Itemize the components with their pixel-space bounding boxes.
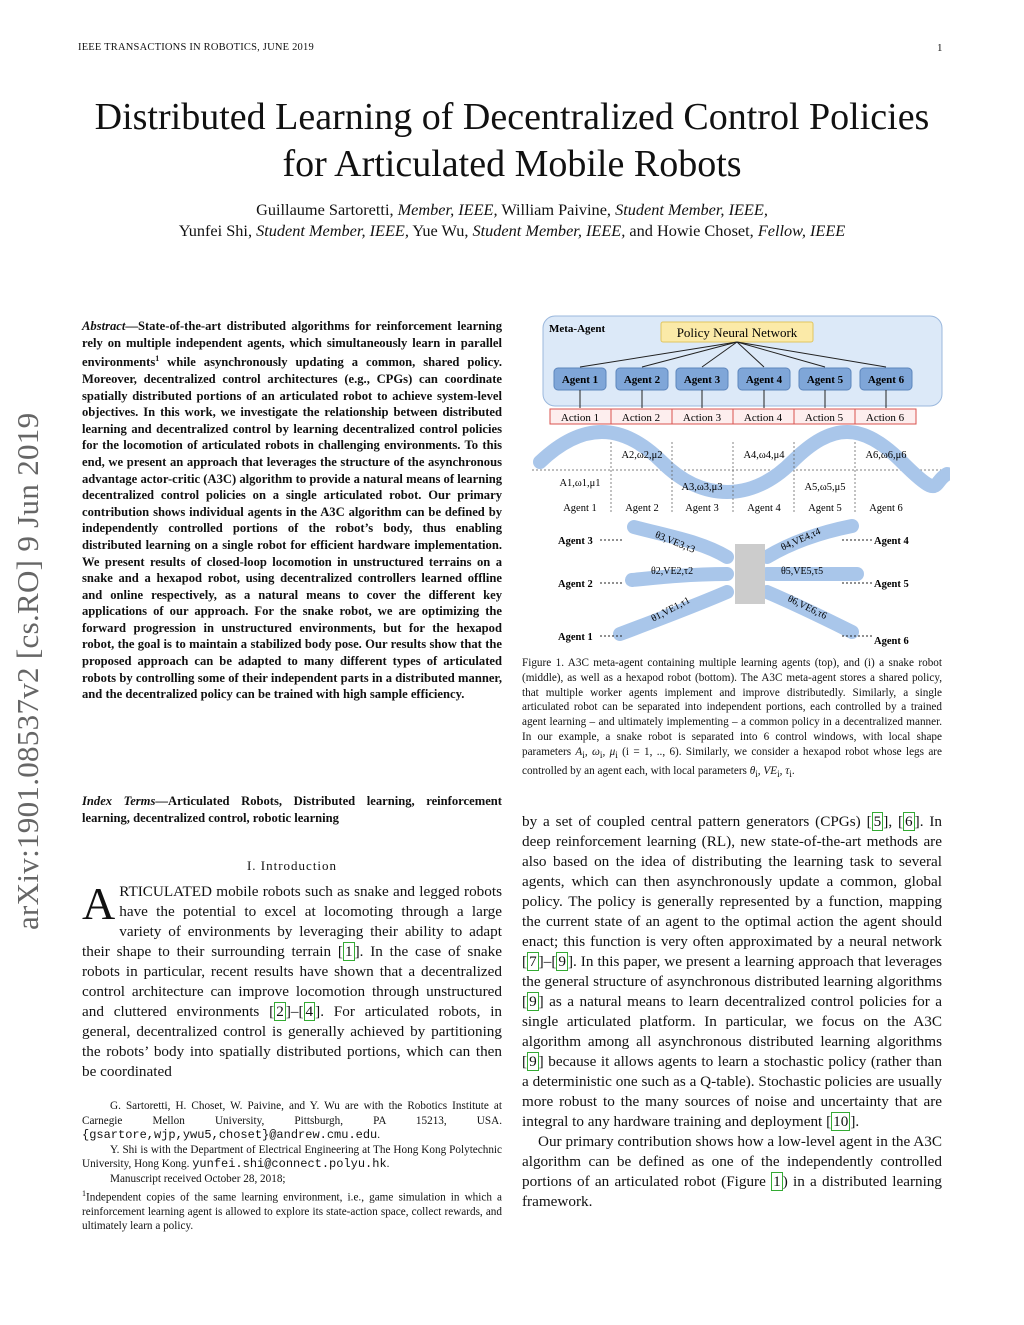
paragraph: by a set of coupled central pattern generators (CPGs) [ 5 ], [ 6 ]. In deep reinforcement learning (RL), new state-of-the-art methods are also based on the idea of distributing the learning task to several agents, which can then asynchronously update a common, global policy. The policy is generally represented by a function, mapping the current state of an agent to the optimal action the agent should enact; this function is very often approximated by a neural network [ 7 ]–[ 9 ]. In this paper, we present a learning approach that leverages the general structure of asynchronous distributed learning algorithms [ 9 ] as a natural means to learn decentralized control policies for a single articulated platform. In particular, we focus on the A3C algorithm among all asynchronous distributed learning algorithms [ 9 ] because it allows agents to learn a stochastic policy (rather than a deterministic one such as a Q-table). Stochastic policies are usually more robust to the many sources of noise and uncertainty that are integral to any hardware training and deployment [ 10 ]. <box>522 813 943 1130</box>
figure-1 <box>522 312 950 652</box>
arxiv-identifier: arXiv:1901.08537v2 [cs.RO] 9 Jun 2019 <box>10 412 45 930</box>
snake-agent-labels <box>563 503 903 514</box>
index-terms <box>82 793 502 826</box>
author-role: Student Member, IEEE, <box>256 221 409 240</box>
citation-link[interactable]: 6 <box>905 813 913 830</box>
math: i <box>789 770 792 781</box>
caption-text: (i = 1, .., 6). Similarly, we consider a hexapod robot whose legs are controlled by an agent each, with local parameters <box>522 745 942 777</box>
leg-param-label: θ3,VE3,τ3 <box>653 529 697 556</box>
citation-link[interactable]: 9 <box>529 993 537 1010</box>
abstract-label: Abstract <box>82 319 126 333</box>
leg-param-label: θ4,VE4,τ4 <box>779 526 823 554</box>
footnote-text: . <box>386 1158 390 1171</box>
right-column-text <box>522 812 942 1212</box>
action-label: Action 2 <box>621 412 661 424</box>
body-text: ) in a distributed learning framework. <box>522 1173 942 1210</box>
author-name: Guillaume Sartoretti, <box>256 200 398 219</box>
math: i <box>777 770 780 781</box>
math: i <box>755 770 758 781</box>
footnote-1 <box>82 1187 502 1235</box>
hexapod-agent-label: Agent 3 <box>558 536 593 547</box>
body-text: – <box>290 1003 299 1020</box>
citation-link[interactable]: 9 <box>558 953 566 970</box>
body-text: by a set of coupled central pattern generators (CPGs) <box>522 813 867 830</box>
snake-param-label: A5,ω5,μ5 <box>804 482 846 493</box>
snake-param-label: A4,ω4,μ4 <box>743 450 785 461</box>
snake-agent-label: Agent 6 <box>869 503 903 514</box>
citation-link[interactable]: 4 <box>305 1003 314 1020</box>
citation-link[interactable]: 1 <box>344 943 353 960</box>
math: , τ <box>779 764 790 777</box>
footnote-text: G. Sartoretti, H. Choset, W. Paivine, and Y. Wu are with the Robotics Institute at Carnegie Mellon University, Pittsburgh, PA 15213, USA. <box>82 1100 502 1127</box>
snake-agent-label: Agent 2 <box>625 503 659 514</box>
hexapod-agent-label: Agent 2 <box>558 579 593 590</box>
body-text: Our primary contribution shows how a low-level agent in the A3C algorithm can be defined as one of the independently controlled portions of an articulated robot (Figure <box>522 1133 942 1190</box>
citation-link[interactable]: 5 <box>873 813 882 830</box>
body-text: RTICULATED mobile robots such as snake and legged robots have the potential to excel at locomoting through a large variety of environments by leveraging their ability to adapt their shape to their surrounding terrain <box>82 883 502 960</box>
action-row <box>550 409 916 424</box>
snake-agent-label: Agent 1 <box>563 503 597 514</box>
action-label: Action 6 <box>865 412 905 424</box>
drop-cap: A <box>82 878 116 929</box>
footnote-mark: 1 <box>155 354 160 364</box>
citation-link[interactable]: 2 <box>276 1003 284 1020</box>
leg-param-label: θ6,VE6,τ6 <box>785 593 829 622</box>
body-text: because it allows agents to learn a stochastic policy (rather than a deterministic one such as a Q-table). Stochastic policies are usually more robust to the many sources of noise and uncertainty that are integral to any hardware training and deployment <box>522 1053 942 1130</box>
math: , ω <box>584 745 600 758</box>
action-label: Action 1 <box>560 412 600 424</box>
citation-link[interactable]: 10 <box>833 1113 849 1130</box>
section-heading: I. Introduction <box>246 858 338 873</box>
footnote-text: Y. Shi is with the Department of Electrical Engineering at The Hong Kong Polytechnic University, Hong Kong. <box>82 1143 502 1171</box>
action-label: Action 4 <box>743 412 783 424</box>
footnote-text: Independent copies of the same learning environment, i.e., game simulation in which a reinforcement learning agent is allowed to explore its state-action space, collect rewards, and ultimately learn a policy. <box>82 1191 502 1233</box>
snake-param-label: A6,ω6,μ6 <box>865 450 907 461</box>
action-label: Action 5 <box>804 412 844 424</box>
hexapod-agent-label: Agent 1 <box>558 632 593 643</box>
math: i <box>615 751 618 762</box>
affiliation-note <box>82 1143 502 1172</box>
manuscript-note: Manuscript received October 28, 2018; <box>110 1172 286 1185</box>
caption-text: Figure 1. A3C meta-agent containing multiple learning agents (top), and (i) a snake robot (middle), as well as a hexapod robot (bottom). The A3C meta-agent stores a shared policy, that multiple worker agents implement and improve distributedly. Similarly, a single articulated robot can be separated into independent portions, each controlled by a trained agent learning – and ultimately implementing – a common policy in a decentralized manner. In our example, a snake robot is separated into 6 control windows, with local shape parameters <box>522 657 942 758</box>
footnote-mark: 1 <box>82 1188 86 1198</box>
author-role: Member, IEEE, <box>397 200 498 219</box>
paper-title: Distributed Learning of Decentralized Control Policies for Articulated Mobile Robots <box>94 96 930 185</box>
author-name: Yue Wu, <box>408 221 473 240</box>
agent-label: Agent 1 <box>561 374 599 386</box>
citation-link[interactable]: 7 <box>529 953 537 970</box>
paragraph <box>522 1132 942 1212</box>
snake-param-label: A1,ω1,μ1 <box>559 478 601 489</box>
math: A <box>575 745 583 758</box>
agent-label: Agent 6 <box>867 374 905 386</box>
meta-agent-label: Meta-Agent <box>549 323 606 335</box>
abstract-text: while asynchronously updating a common, shared policy. Moreover, decentralized control architectures (e.g., CPGs) can coordinate spatially distributed portions of an articulated robot to achieve system-level objectives. In this work, we investigate the relationship between distributed learning and decentralized control by learning decentralized control policies for the locomotion of articulated robots in challenging environments. To this end, we present an approach that leverages the structure of the asynchronous advantage actor-critic (A3C) algorithm to provide a natural means of learning decentralized control policies on a single articulated robot. Our primary contribution shows individual agents in the A3C algorithm can be defined by independently controlled portions of the robot’s body, thus enabling distributed learning on a single robot for efficient hardware implementation. We present results of closed-loop locomotion in unstructured terrains on a snake and a hexapod robot, using decentralized controllers learned offline and online respectively, as a natural means to cover the different key applications of our approach. For the snake robot, we are optimizing the forward progression in unstructured environments, but for the hexapod robot, the goal is to maintain a stabilized body pose. Our results show that the proposed approach can be adapted to many different types of articulated robots by controlling some of their independent parts in a distributed manner, and the decentralized policy can be trained with high sample efficiency. <box>82 355 502 702</box>
author-name: William Paivine, <box>497 200 616 219</box>
snake-param-label: A2,ω2,μ2 <box>621 450 663 461</box>
body-text: as a natural means to learn decentralized control policies for a single articulated platform. In particular, we focus on the A3C algorithm among all asynchronous distributed learning algorithms <box>522 993 942 1050</box>
agent-label: Agent 3 <box>683 374 721 386</box>
hexapod-agent-label: Agent 4 <box>874 536 909 547</box>
citation-link[interactable]: 9 <box>529 1053 537 1070</box>
author-list <box>80 199 944 241</box>
snake-agent-label: Agent 4 <box>747 503 781 514</box>
body-text: . For articulated robots, in general, decentralized control is generally achieved by partitioning the robots’ body into spatially distributed portions, which can then be coordinated <box>82 1003 503 1080</box>
leg-param-label: θ2,VE2,τ2 <box>650 566 694 577</box>
author-name: and Howie Choset, <box>625 221 758 240</box>
introduction-text: ARTICULATED mobile robots such as snake and legged robots have the potential to excel at locomoting through a large variety of environments by leveraging their ability to adapt their shape to their surrounding terrain [ 1 ]. In the case of snake robots in particular, recent results have shown that a decentralized control architecture can improve locomotion through unstructured and cluttered environments [ 2 ]–[ 4 ]. For articulated robots, in general, decentralized control is generally achieved by partitioning the robots’ body into spatially distributed portions, which can then be coordinated <box>82 878 503 1080</box>
snake-agent-label: Agent 3 <box>685 503 719 514</box>
body-text: , <box>888 813 898 830</box>
body-text: . In deep reinforcement learning (RL), new state-of-the-art methods are also based on the idea of distributing the learning task to several agents, which can then asynchronously update a common, global policy. The policy is generally represented by a function, mapping the current state of an agent to the optimal action the agent should enact; this function is very often approximated by a neural network <box>522 813 943 950</box>
author-line-1 <box>80 199 944 220</box>
abstract <box>82 318 502 703</box>
leg-param-label: θ1,VE1,τ1 <box>649 595 693 625</box>
author-role: Student Member, IEEE, <box>615 200 768 219</box>
footnote-text: . <box>377 1129 381 1142</box>
running-header: IEEE TRANSACTIONS IN ROBOTICS, JUNE 2019 <box>78 42 314 53</box>
math: , μ <box>602 745 616 758</box>
math: i <box>599 751 603 762</box>
hexapod-agent-label: Agent 5 <box>874 579 909 590</box>
author-role: Fellow, IEEE <box>757 221 846 240</box>
body-text: . In the case of snake robots in particular, recent results have shown that a decentralized control architecture can improve locomotion through unstructured and cluttered environments <box>82 943 502 1020</box>
snake-agent-label: Agent 5 <box>808 503 842 514</box>
leg-param-label: θ5,VE5,τ5 <box>780 566 824 577</box>
math: , VE <box>757 764 778 777</box>
author-name: Yunfei Shi, <box>178 221 257 240</box>
email-address[interactable]: {gsartore,wjp,ywu5,choset}@andrew.cmu.edu <box>82 1128 378 1143</box>
page-number: 1 <box>937 42 943 54</box>
abstract-text: —State-of-the-art distributed algorithms for reinforcement learning rely on multiple independent agents, which simultaneously learn in parallel environments <box>82 319 502 370</box>
agent-label: Agent 2 <box>623 374 661 386</box>
caption-text: . <box>791 764 795 777</box>
action-label: Action 3 <box>682 412 722 424</box>
hexapod-agent-label: Agent 6 <box>874 636 909 647</box>
policy-network-label: Policy Neural Network <box>676 325 798 340</box>
agent-label: Agent 5 <box>806 374 844 386</box>
snake-robot <box>532 432 950 512</box>
body-text: . In this paper, we present a learning approach that leverages the general structure of asynchronous distributed learning algorithms <box>522 953 942 990</box>
footnotes <box>82 1099 502 1234</box>
agent-label: Agent 4 <box>745 374 783 386</box>
math: θ <box>749 764 756 777</box>
author-role: Student Member, IEEE, <box>472 221 626 240</box>
affiliation-note <box>82 1099 502 1143</box>
author-line-2 <box>80 220 944 241</box>
body-text: . <box>855 1113 860 1130</box>
email-address[interactable]: yunfei.shi@connect.polyu.hk <box>192 1157 387 1172</box>
figure-link[interactable]: 1 <box>773 1173 781 1190</box>
body-text: – <box>543 953 552 970</box>
math: i <box>582 751 585 762</box>
snake-param-label: A3,ω3,μ3 <box>681 482 723 493</box>
index-terms-text: —Articulated Robots, Distributed learning, reinforcement learning, decentralized control, robotic learning <box>82 794 502 825</box>
index-terms-label: Index Terms <box>82 794 156 808</box>
figure-caption <box>522 656 942 783</box>
